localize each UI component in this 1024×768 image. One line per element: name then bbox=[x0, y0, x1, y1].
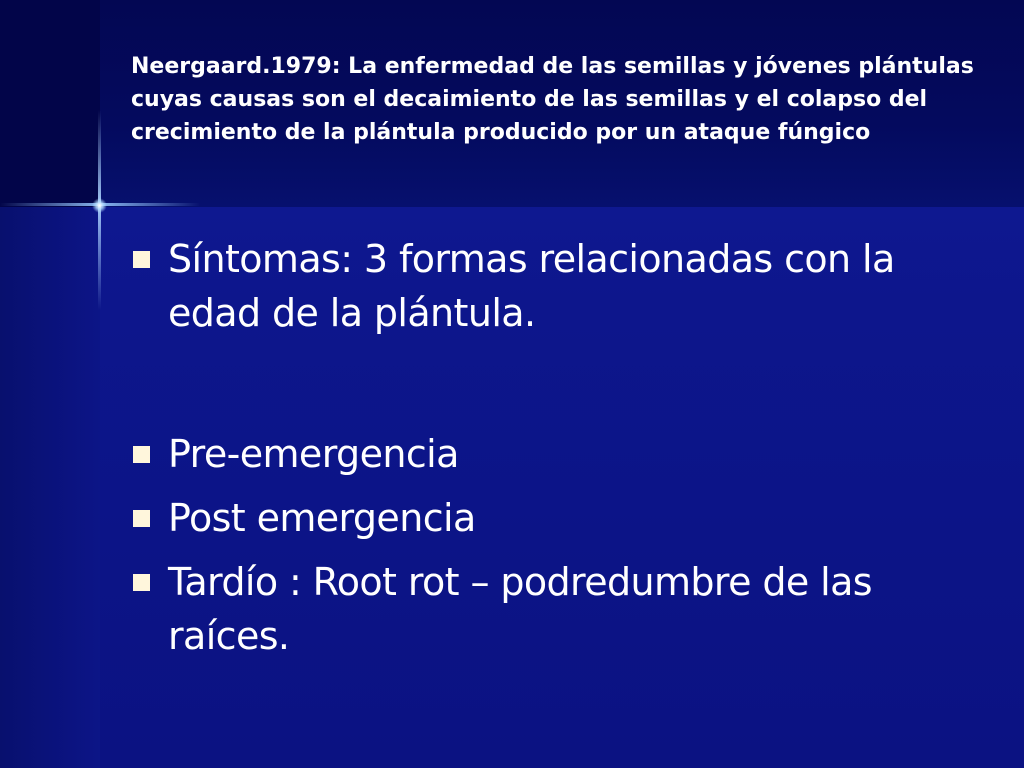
bullet-item-post-emergencia bbox=[130, 491, 990, 545]
bullet-list bbox=[130, 232, 990, 663]
bullet-item-sintomas bbox=[130, 232, 990, 340]
sparkle-star-icon bbox=[92, 198, 107, 213]
bullet-text: Pre-emergencia bbox=[168, 432, 459, 476]
bullet-item-pre-emergencia bbox=[130, 427, 990, 481]
square-bullet-icon bbox=[133, 446, 150, 463]
bullet-text: Post emergencia bbox=[168, 496, 476, 540]
header-band-left bbox=[0, 0, 100, 207]
slide-title: Neergaard.1979: La enfermedad de las semillas y jóvenes plántulas cuyas causas son el decaimiento de las semillas y el colapso del crecimiento de la plántula producido por un ataque fúngico bbox=[131, 54, 974, 145]
square-bullet-icon bbox=[133, 510, 150, 527]
square-bullet-icon bbox=[133, 251, 150, 268]
bullet-item-tardio bbox=[130, 555, 990, 663]
bullet-text: Tardío : Root rot – podredumbre de las raíces. bbox=[168, 560, 872, 658]
square-bullet-icon bbox=[133, 574, 150, 591]
bullet-text: Síntomas: 3 formas relacionadas con la edad de la plántula. bbox=[168, 237, 895, 335]
